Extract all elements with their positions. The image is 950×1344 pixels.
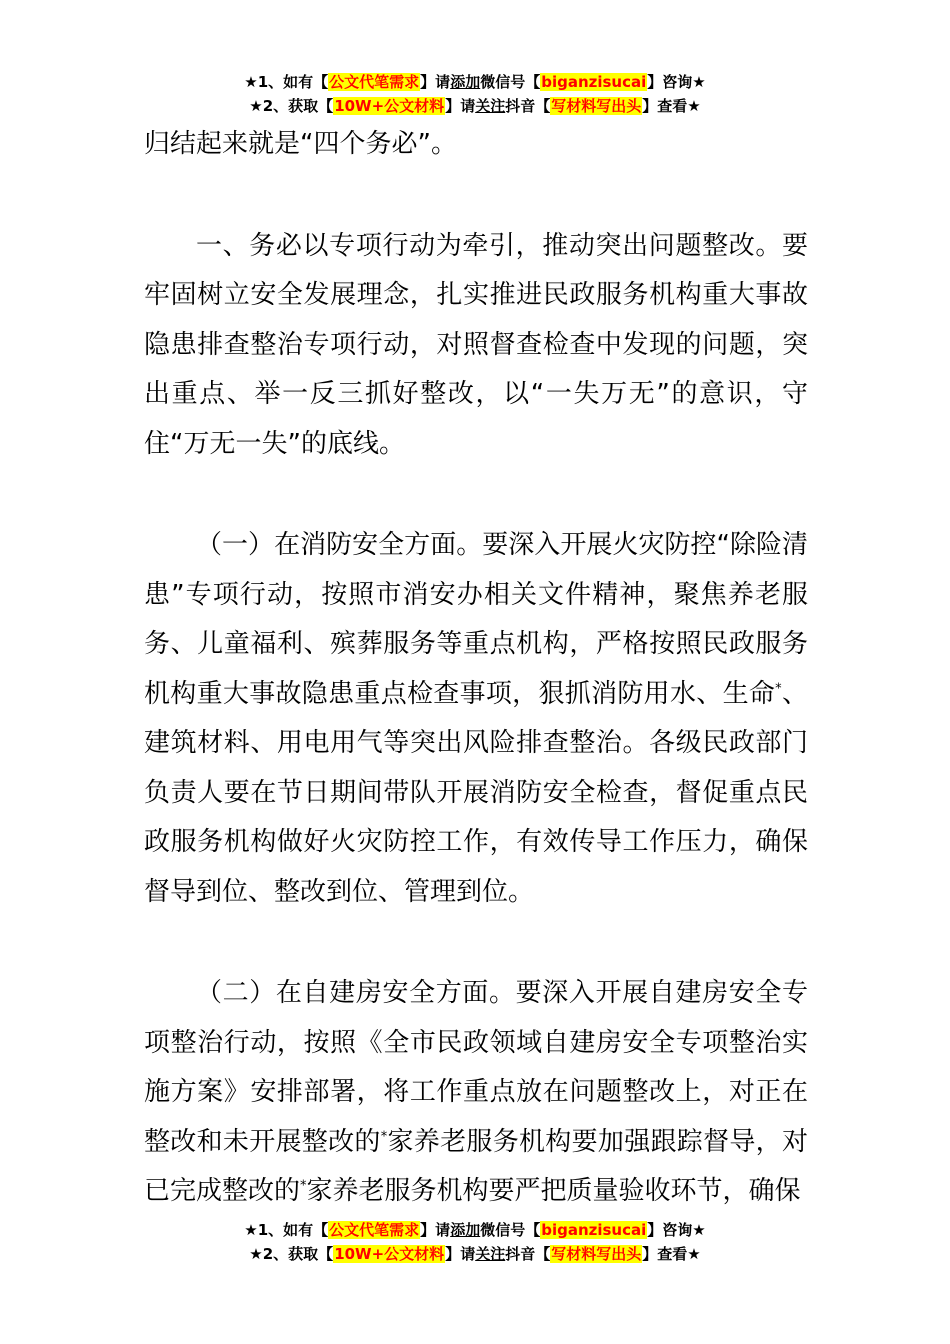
banner-line-2: ★2、获取【10W+公文材料】请关注抖音【写材料写出头】查看★ xyxy=(249,1245,701,1263)
banner-line-2: ★2、获取【10W+公文材料】请关注抖音【写材料写出头】查看★ xyxy=(249,97,701,115)
redaction-mark: * xyxy=(380,1128,388,1144)
highlight-materials: 10W+公文材料 xyxy=(334,97,445,115)
banner-line-1: ★1、如有【公文代笔需求】请添加微信号【biganzisucai】咨询★ xyxy=(244,1221,706,1239)
section-1-paragraph: 一、务必以专项行动为牵引，推动突出问题整改。要牢固树立安全发展理念，扎实推进民政服务机构重大事故隐患排查整治专项行动，对照督查检查中发现的问题，突出重点、举一反三抓好整改，以“一失万无”的意识，守住“万无一失”的底线。 xyxy=(144,230,808,459)
highlight-service: 公文代笔需求 xyxy=(329,73,420,91)
redaction-mark: * xyxy=(300,1178,307,1194)
intro-paragraph: 归结起来就是“四个务必”。 xyxy=(144,129,457,159)
document-body xyxy=(144,120,808,1217)
top-banner xyxy=(0,70,950,118)
subsection-2-paragraph: （二）在自建房安全方面。要深入开展自建房安全专项整治行动，按照《全市民政领域自建房安全专项整治实施方案》安排部署，将工作重点放在问题整改上，对正在整改和未开展整改的*家养老服务机构要加强跟踪督导，对已完成整改的*家养老服务机构要严把质量验收环节，确保 xyxy=(144,978,808,1206)
subsection-1-paragraph: （一）在消防安全方面。要深入开展火灾防控“除险清患”专项行动，按照市消安办相关文件精神，聚焦养老服务、儿童福利、殡葬服务等重点机构，严格按照民政服务机构重大事故隐患重点检查事项，狠抓消防用水、生命*、建筑材料、用电用气等突出风险排查整治。各级民政部门负责人要在节日期间带队开展消防安全检查，督促重点民政服务机构做好火灾防控工作，有效传导工作压力，确保督导到位、整改到位、管理到位。 xyxy=(144,530,808,907)
redaction-mark: * xyxy=(775,680,782,696)
highlight-materials: 10W+公文材料 xyxy=(334,1245,445,1263)
highlight-wechat-id: biganzisucai xyxy=(541,1221,647,1239)
banner-line-1: ★1、如有【公文代笔需求】请添加微信号【biganzisucai】咨询★ xyxy=(244,73,706,91)
highlight-douyin: 写材料写出头 xyxy=(551,97,642,115)
highlight-service: 公文代笔需求 xyxy=(329,1221,420,1239)
highlight-wechat-id: biganzisucai xyxy=(541,73,647,91)
bottom-banner xyxy=(0,1218,950,1266)
highlight-douyin: 写材料写出头 xyxy=(551,1245,642,1263)
